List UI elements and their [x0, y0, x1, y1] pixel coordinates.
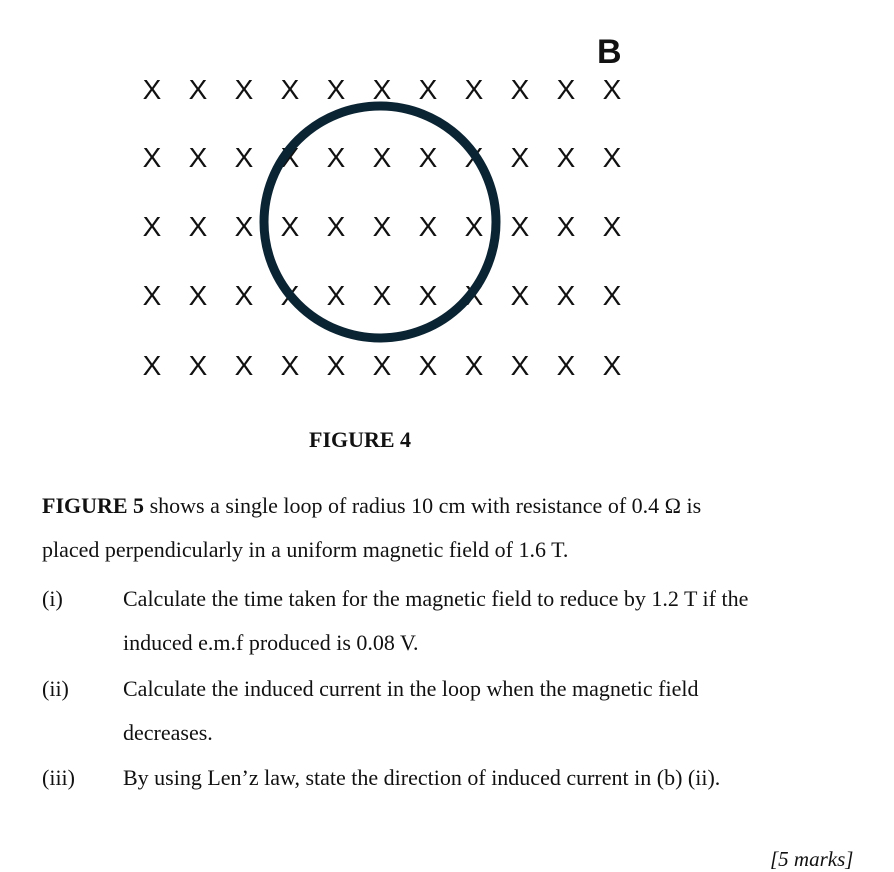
field-cross-mark: X — [418, 211, 438, 242]
field-cross-mark: X — [142, 280, 162, 311]
figure-reference: FIGURE 5 — [42, 493, 145, 518]
field-cross-mark: X — [372, 74, 392, 105]
field-cross-mark: X — [188, 142, 208, 173]
field-cross-mark: X — [602, 280, 622, 311]
field-cross-mark: X — [234, 280, 254, 311]
field-cross-mark: X — [418, 142, 438, 173]
magnetic-field-figure — [0, 0, 894, 420]
field-cross-mark: X — [464, 350, 484, 381]
intro-line-1 — [42, 493, 701, 519]
field-cross-mark: X — [372, 142, 392, 173]
field-cross-mark: X — [602, 350, 622, 381]
question-text: Calculate the induced current in the loop when the magnetic field — [123, 676, 699, 701]
field-cross-mark: X — [510, 211, 530, 242]
field-cross-mark: X — [556, 74, 576, 105]
field-cross-mark: X — [418, 280, 438, 311]
field-cross-mark: X — [326, 74, 346, 105]
field-cross-mark: X — [556, 211, 576, 242]
intro-text: shows a single loop of radius 10 cm with resistance of 0.4 Ω is — [144, 493, 702, 518]
question-text: Calculate the time taken for the magnetic field to reduce by 1.2 T if the — [123, 586, 749, 611]
field-cross-mark: X — [142, 74, 162, 105]
field-cross-mark: X — [372, 350, 392, 381]
field-cross-mark: X — [418, 350, 438, 381]
question-text: decreases. — [123, 720, 213, 745]
field-cross-mark: X — [556, 142, 576, 173]
question-text: induced e.m.f produced is 0.08 V. — [123, 630, 419, 655]
field-cross-mark: X — [234, 74, 254, 105]
field-cross-mark: X — [602, 74, 622, 105]
field-cross-mark: X — [188, 211, 208, 242]
field-cross-mark: X — [326, 280, 346, 311]
field-cross-mark: X — [464, 74, 484, 105]
field-cross-mark: X — [510, 280, 530, 311]
field-cross-mark: X — [280, 74, 300, 105]
field-cross-mark: X — [418, 74, 438, 105]
figure-caption: FIGURE 4 — [309, 427, 412, 452]
field-cross-mark: X — [188, 280, 208, 311]
field-label: B — [597, 33, 622, 71]
field-cross-mark: X — [234, 211, 254, 242]
field-cross-mark: X — [372, 211, 392, 242]
field-cross-mark: X — [556, 280, 576, 311]
field-cross-mark: X — [326, 211, 346, 242]
field-cross-mark: X — [326, 350, 346, 381]
field-cross-mark: X — [510, 142, 530, 173]
field-cross-mark: X — [510, 74, 530, 105]
field-cross-mark: X — [142, 350, 162, 381]
field-cross-mark: X — [234, 142, 254, 173]
field-cross-mark: X — [188, 74, 208, 105]
marks-label: [5 marks] — [770, 847, 854, 871]
field-cross-mark: X — [234, 350, 254, 381]
intro-line-2: placed perpendicularly in a uniform magnetic field of 1.6 T. — [42, 537, 569, 562]
field-cross-mark: X — [142, 211, 162, 242]
field-cross-mark: X — [326, 142, 346, 173]
field-cross-mark: X — [280, 142, 300, 173]
field-cross-mark: X — [280, 211, 300, 242]
field-cross-mark: X — [556, 350, 576, 381]
field-cross-mark: X — [602, 211, 622, 242]
field-cross-mark: X — [280, 280, 300, 311]
question-text: By using Len’z law, state the direction of induced current in (b) (ii). — [123, 765, 721, 790]
field-cross-mark: X — [510, 350, 530, 381]
field-cross-mark: X — [280, 350, 300, 381]
field-cross-mark: X — [188, 350, 208, 381]
question-number: (iii) — [42, 765, 75, 790]
field-cross-mark: X — [602, 142, 622, 173]
field-cross-mark: X — [142, 142, 162, 173]
question-number: (ii) — [42, 676, 69, 701]
field-cross-mark: X — [464, 280, 484, 311]
field-cross-mark: X — [464, 211, 484, 242]
question-number: (i) — [42, 586, 63, 611]
field-cross-mark: X — [464, 142, 484, 173]
field-cross-mark: X — [372, 280, 392, 311]
